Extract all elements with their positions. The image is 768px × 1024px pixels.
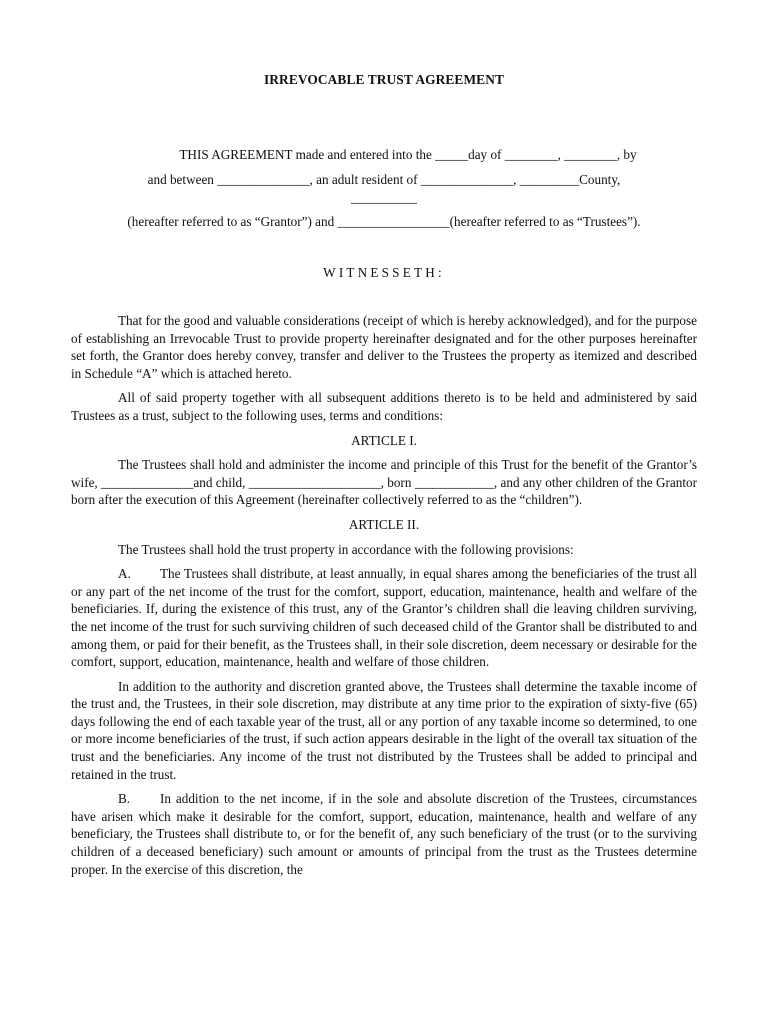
paragraph-provisions-intro: The Trustees shall hold the trust property in accordance with the following provisions: (118, 541, 574, 557)
paragraph-b (71, 790, 697, 878)
paragraph-b-text: In addition to the net income, if in the sole and absolute discretion of the Trustees, circumstances have arisen which make it desirable for the comfort, support, education, maintenance, health and welfare of any beneficiary, the Trustees shall distribute to, or for the benefit of, any such beneficiary of the trust (or to the surviving children of a deceased beneficiary) such amount or amounts of principal from the trust as the Trustees determine proper. In the exercise of this discretion, the (71, 791, 697, 877)
paragraph-a-label: A. (118, 566, 131, 582)
opening-line-3: __________ (351, 190, 417, 205)
article-2-heading: ARTICLE II. (348, 516, 420, 532)
paragraph-b-label: B. (118, 791, 131, 807)
paragraph-taxable-income: In addition to the authority and discretion granted above, the Trustees shall determine the taxable income of the trust and, the Trustees, in their sole discretion, may distribute at any time prior to the expiration of sixty-five (65) days following the end of each taxable year of the trust, all or any portion of any taxable income so determined, to one or more income beneficiaries of the trust, if such action appears desirable in the light of the overall tax situation of the trust and the beneficiaries. Any income of the trust not distributed by the Trustees shall be added to principal and retained in the trust. (71, 678, 697, 782)
opening-line-1: THIS AGREEMENT made and entered into the _____day of ________, ________, by (179, 147, 637, 162)
opening-line-2: and between ______________, an adult resident of ______________, _________County, (147, 172, 621, 187)
paragraph-consideration: That for the good and valuable considerations (receipt of which is hereby acknowledged), and for the purpose of establishing an Irrevocable Trust to provide property hereinafter designated and for the other purposes hereinafter set forth, the Grantor does hereby convey, transfer and deliver to the Trustees the property as itemized and described in Schedule “A” which is attached hereto. (71, 313, 697, 381)
document-title: IRREVOCABLE TRUST AGREEMENT (263, 72, 505, 87)
paragraph-beneficiaries: The Trustees shall hold and administer the income and principle of this Trust for the benefit of the Grantor’s wife, ______________and child, ____________________, born ____________, and any other children of the Grantor born after the execution of this Agreement (hereinafter collectively referred to as the “children”). (71, 457, 697, 508)
opening-line-4: (hereafter referred to as “Grantor”) and _________________(hereafter referred to as “Trustees”). (127, 214, 641, 229)
document-body (71, 312, 697, 885)
witnesseth-heading: WITNESSETH: (323, 265, 445, 280)
paragraph-a-text: The Trustees shall distribute, at least annually, in equal shares among the beneficiaries of the trust all or any part of the net income of the trust for the comfort, support, education, maintenance, health and welfare of the beneficiaries. If, during the existence of this trust, any of the Grantor’s children shall die leaving children surviving, the net income of the trust for such surviving children of such deceased child of the Grantor shall be distributed to and among them, or paid for their benefit, as the Trustees shall, in their sole discretion, deem necessary or desirable for the comfort, support, education, maintenance, health and welfare of those children. (71, 566, 697, 670)
paragraph-property-held: All of said property together with all subsequent additions thereto is to be held and administered by said Trustees as a trust, subject to the following uses, terms and conditions: (71, 390, 697, 423)
paragraph-a (71, 565, 697, 671)
article-1-heading: ARTICLE I. (351, 432, 417, 448)
